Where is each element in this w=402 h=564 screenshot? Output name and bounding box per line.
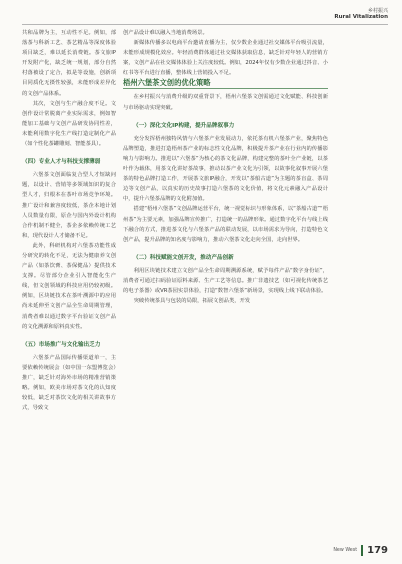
paragraph: 六堡茶产品国际传播渠道单一，主要依赖传统展会（如中国一东盟博览会）推广，缺乏针对海外市场的精准营销策略。例如，欧美市场对茶文化的认知度较低，缺乏对茶饮文化的相关讲故事方式，导致文 xyxy=(22,354,116,412)
subsection-heading: （四）专业人才与科技支撑薄弱 xyxy=(22,159,101,166)
section-title: 梧州六堡茶文创的优化策略 xyxy=(123,78,211,88)
subsection-heading: （一）深化文化IP构建，提升品牌叙事力 xyxy=(133,122,235,129)
section-divider xyxy=(123,88,328,89)
subsection-heading: （五）市场推广与文化输出乏力 xyxy=(22,341,101,348)
paragraph: 在乡村振兴与消费升级的双重背景下，梧州六堡茶文创需通过文化赋能、科技创新与市场驱动实现突破。 xyxy=(123,94,328,111)
page-footer xyxy=(333,545,388,556)
paragraph: 搭建“梧州六堡茶”文创品牌运营平台，统一视觉标识与形象体系，以“茶船古道”“梧州茶”为主要元素，加强品牌宣传推广，打造统一的品牌形象。通过数字化平台与线上线下融合的方式，推进茶文化与六堡茶产品的联动发展，以市场需求为导向，打造特色文创产品，提升品牌的知名度与影响力，推动六堡茶文化走向全国，走向世界。 xyxy=(123,206,328,243)
paragraph: 此外，科研机构对六堡茶功能性成分研究的转化不足，无法为健康养文创产品（如茶饮膏、茶保健品）提供技术支撑。尽管部分企业引入智能化生产线，但文创领域的科技应用仍较初级。例如，区块链技术在茶叶溯源中的应用尚未延伸至文创产品全生命周期管理，消费者难以通过数字平台验证文创产品的文化溯源和原料真实性。 xyxy=(22,242,116,330)
paragraph: 其次，文创与生产融合度不足。文创作设计常脱离产业实际需求，例如智能加工基础与文创产品研发协同性差，未能利用数字化生产线打造定制化产品（如个性化茶罐雕刻、智能茶具）。 xyxy=(22,100,116,148)
paragraph: 突破传统茶具与包装的局限，拓展文创品类，开发 xyxy=(133,298,251,305)
paragraph: 创产品设计难以融入当地消费场景。 xyxy=(123,30,208,36)
paragraph: 共和品牌为主，互动性不足。例如，部落茶与科新工艺、茶艺精品等深度体验项目缺乏，难以延长消费链。茶文旅IP开发附产化，缺乏统一规划，部分自然村落被设了定合，拟是等设施，创新项目同质化无摄性较强，未能形成差异化的文创产品体系。 xyxy=(22,30,116,97)
page-header xyxy=(334,8,388,21)
magazine-name: New West xyxy=(333,548,358,553)
column-name-en: Rural Vitalization xyxy=(334,14,388,20)
left-text-column xyxy=(22,28,116,413)
page-number: 179 xyxy=(367,545,388,556)
header-divider xyxy=(22,24,388,25)
paragraph: 利用区块链技术建立文创产品全生命周期溯源系统，赋予每件产品“数字身份证”，消费者可通过扫码验证原料来源、生产工艺等信息。推广非遗技艺（如可视化传统茶艺的电子茶器）或VR茶园实景体验，打造“数智六堡茶”新场景，实现线上线下联动体验。 xyxy=(123,267,328,295)
column-name-zh: 乡村振兴 xyxy=(367,8,388,14)
paragraph: 充分发挥梧州独特风情与六堡茶产业发展动力，依托茶有机六堡茶产业，聚焦特色品牌塑造，推进打造梧州茶产业的标志性文化品牌，积极提升茶产业在行业内的传播影响力与影响力。推进以“六堡茶”为核心的茶文化品牌，构建完整的茶叶全产业链，以茶叶作为载体，用茶文化讲好茶故事，推动以茶产业文化为引领，以故事化叙事开展六堡茶的特色品牌打造工作，开展茶文旅IP融合，开发以“茶船古道”为主题的茶盲盒、茶周边等文创产品，以真实的历史故事打造六堡茶的文化价值，将文化元素融入产品设计中，提升六堡茶品牌的文化附加值。 xyxy=(123,135,328,203)
right-text-column xyxy=(123,28,328,306)
footer-accent-bar xyxy=(361,545,363,556)
paragraph: 新媒体传播多以电商平台邀请直播为主，仅少数企业通过社交媒体平台吸引流量，未能形成规模化效应。年轻消费群体通过社交媒体获取信息，缺乏针对年轻人的营销方案，文创产品在社交媒体体验上关注度较低。例如，2024年仅有少数企业通过抖音、小红书等平台进行直播，整体线上营销投入不足。 xyxy=(123,40,328,77)
subsection-heading: （二）科技赋能文创开发，推动产品创新 xyxy=(133,254,234,261)
paragraph: 六堡茶文创面临复合型人才短缺问题，以设计、营销等多领域知识的复合型人才，归根本在茶叶市场竞争环境。推广设计和兼容度较低，茶企本地计划人员数量有限，原企与国内外设计机构合作机制不健全，茶企多依赖传统工艺和，现代设计人才储备不足。 xyxy=(22,172,116,239)
